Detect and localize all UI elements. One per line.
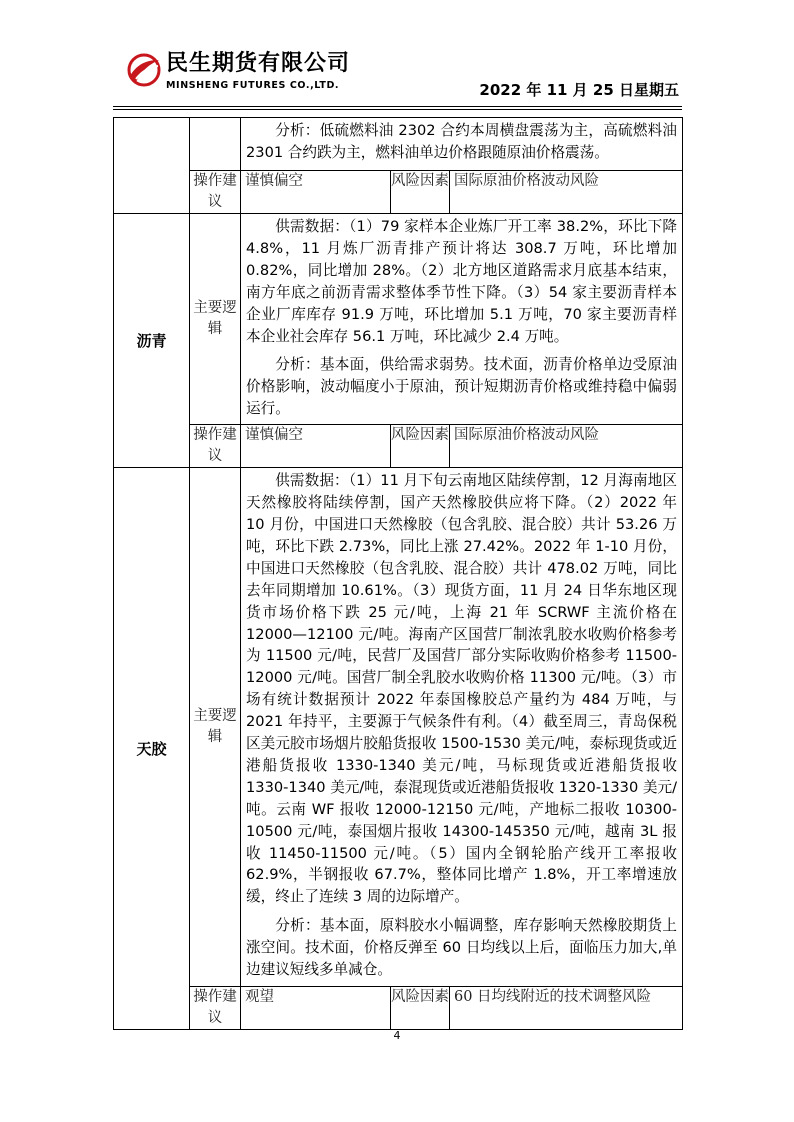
rubber-risk: 60 日均线附近的技术调整风险 xyxy=(450,987,683,1030)
asphalt-logic-row xyxy=(114,214,683,425)
asphalt-advice: 谨慎偏空 xyxy=(241,425,391,468)
fuel-oil-risk: 国际原油价格波动风险 xyxy=(450,171,683,214)
minsheng-logo-icon xyxy=(126,52,162,88)
rubber-advice-label: 操作建议 xyxy=(190,987,241,1030)
rubber-name: 天胶 xyxy=(114,468,190,1030)
report-date: 2022 年 11 月 25 日星期五 xyxy=(479,81,679,99)
asphalt-risk-label: 风险因素 xyxy=(391,425,450,468)
rubber-logic-label: 主要逻辑 xyxy=(190,468,241,987)
rubber-logic-row xyxy=(114,468,683,987)
logo-chinese-name: 民生期货有限公司 xyxy=(166,51,351,76)
asphalt-logic-cell xyxy=(241,214,683,425)
fuel-oil-analysis-row xyxy=(114,118,683,171)
commodity-table xyxy=(113,117,683,1030)
asphalt-risk: 国际原油价格波动风险 xyxy=(450,425,683,468)
company-logo xyxy=(126,50,366,102)
asphalt-supply-demand: 供需数据：（1）79 家样本企业炼厂开工率 38.2%，环比下降 4.8%，11 月炼厂沥青排产预计将达 308.7 万吨，环比增加 0.82%，同比增加 28%。（2）北方地区道路需求月底基本结束，南方年底之前沥青需求整体季节性下降。（3）54 家主要沥青样本企业厂库库存 91.9 万吨，环比增加 5.1 万吨，70 家主要沥青样本企业社会库存 56.1 万吨，环比减少 2.4 万吨。 xyxy=(246,218,678,345)
page-number: 4 xyxy=(393,1029,401,1042)
rubber-risk-label: 风险因素 xyxy=(391,987,450,1030)
asphalt-advice-label: 操作建议 xyxy=(190,425,241,468)
fuel-oil-category-cell xyxy=(114,118,190,214)
asphalt-advice-row xyxy=(114,425,683,468)
asphalt-logic-label: 主要逻辑 xyxy=(190,214,241,425)
logo-english-name: MINSHENG FUTURES CO.,LTD. xyxy=(166,80,340,91)
rubber-logic-cell xyxy=(241,468,683,987)
rubber-analysis: 分析：基本面，原料胶水小幅调整，库存影响天然橡胶期货上涨空间。技术面，价格反弹至 60 日均线以上后，面临压力加大,单边建议短线多单减仓。 xyxy=(246,917,678,979)
fuel-oil-logic-label-cell xyxy=(190,118,241,171)
asphalt-analysis: 分析：基本面，供给需求弱势。技术面，沥青价格单边受原油价格影响，波动幅度小于原油，预计短期沥青价格或维持稳中偏弱运行。 xyxy=(246,356,678,418)
header-rule-bottom xyxy=(113,109,682,110)
rubber-advice: 观望 xyxy=(241,987,391,1030)
fuel-oil-advice-row xyxy=(114,171,683,214)
header-rule-top xyxy=(113,106,682,107)
fuel-oil-advice: 谨慎偏空 xyxy=(241,171,391,214)
fuel-oil-advice-label: 操作建议 xyxy=(190,171,241,214)
fuel-oil-analysis: 分析：低硫燃料油 2302 合约本周横盘震荡为主，高硫燃料油 2301 合约跌为主，燃料油单边价格跟随原油价格震荡。 xyxy=(246,122,678,161)
fuel-oil-risk-label: 风险因素 xyxy=(391,171,450,214)
rubber-supply-demand: 供需数据：（1）11 月下旬云南地区陆续停割，12 月海南地区天然橡胶将陆续停割，国产天然橡胶供应将下降。（2）2022 年 10 月份，中国进口天然橡胶（包含乳胶、混合胶）共计 53.26 万吨，环比下跌 2.73%，同比上涨 27.42%。2022 年 1-10 月份，中国进口天然橡胶（包含乳胶、混合胶）共计 478.02 万吨，同比去年同期增加 10.61%。（3）现货方面，11 月 24 日华东地区现货市场价格下跌 25 元/吨，上海 21 年 SCRWF 主流价格在 12000—12100 元/吨。海南产区国营厂制浓乳胶水收购价格参考为 11500 元/吨，民营厂及国营厂部分实际收购价格参考 11500-12000 元/吨。国营厂制全乳胶水收购价格 11300 元/吨。（3）市场有统计数据预计 2022 年泰国橡胶总产量约为 484 万吨，与 2021 年持平，主要源于气候条件有利。（4）截至周三，青岛保税区美元胶市场烟片胶船货报收 1500-1530 美元/吨，泰标现货或近港船货报收 1330-1340 美元/吨，马标现货或近港船货报收 1330-1340 美元/吨，泰混现货或近港船货报收 1320-1330 美元/吨。云南 WF 报收 12000-12150 元/吨，产地标二报收 10300-10500 元/吨，泰国烟片报收 14300-145350 元/吨，越南 3L 报收 11450-11500 元/吨。（5）国内全钢轮胎产线开工率报收 62.9%，半钢报收 67.7%，整体同比增产 1.8%，开工率增速放缓，终止了连续 3 周的边际增产。 xyxy=(246,472,678,906)
fuel-oil-analysis-cell xyxy=(241,118,683,171)
rubber-advice-row xyxy=(114,987,683,1030)
asphalt-name: 沥青 xyxy=(114,214,190,468)
